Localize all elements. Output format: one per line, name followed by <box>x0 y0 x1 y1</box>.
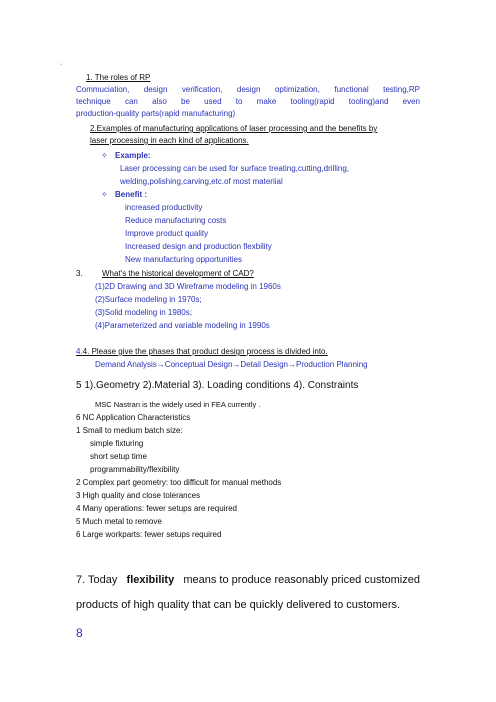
section-5-line: 5 1).Geometry 2).Material 3). Loading conditions 4). Constraints <box>76 380 359 391</box>
section-6-title: 6 NC Application Characteristics <box>76 413 191 422</box>
section-5-note: MSC Nastran is the widely used in FEA currently . <box>95 400 261 409</box>
benefit-item: Increased design and production flexbility <box>125 242 272 251</box>
cad-history-item: (4)Parameterized and variable modeling in 1990s <box>95 321 270 330</box>
nc-subitem: simple fixturing <box>90 439 144 448</box>
nc-item: 2 Complex part geometry: too difficult for manual methods <box>76 478 282 487</box>
diamond-outline-icon: ✧ <box>101 190 108 199</box>
section-2-title-line-1: 2.Examples of manufacturing applications of laser processing and the benefits by <box>90 124 378 133</box>
benefit-item: New manufacturing opportunities <box>125 255 242 264</box>
diamond-outline-icon: ✧ <box>101 151 108 160</box>
section-1-body-line-2: technique can also be used to make tooling(rapid tooling)and even <box>76 97 420 106</box>
section-4-number: 4. <box>76 347 83 356</box>
stray-dot: · <box>60 61 63 68</box>
benefit-bullet <box>101 190 147 200</box>
design-phases: Demand Analysis→Conceptual Design→Detail Design→Production Planning <box>95 360 368 369</box>
section-2-title-line-2: laser processing in each kind of applications. <box>90 136 249 145</box>
section-3-number: 3. <box>76 269 83 278</box>
nc-item: 6 Large workparts: fewer setups required <box>76 530 222 539</box>
section-7-prefix: 7. Today <box>76 574 118 586</box>
cad-history-item: (2)Surface modeling in 1970s; <box>95 295 202 304</box>
cad-history-item: (1)2D Drawing and 3D Wireframe modeling in 1960s <box>95 282 281 291</box>
nc-item: 4 Many operations: fewer setups are required <box>76 504 237 513</box>
benefit-item: increased productivity <box>125 203 203 212</box>
section-8-number: 8 <box>76 626 83 640</box>
section-7-line-1 <box>76 573 420 587</box>
example-line-2: welding,polishing,carving,etc.of most materiial <box>120 177 283 186</box>
section-7-line-2: products of high quality that can be quickly delivered to customers. <box>76 599 401 611</box>
example-label: Example: <box>115 151 151 160</box>
nc-item: 5 Much metal to remove <box>76 517 162 526</box>
section-4-title <box>76 347 328 357</box>
benefit-item: Reduce manufacturing costs <box>125 216 227 225</box>
section-1-body-line-3: production-quality parts(rapid manufacturing) <box>76 109 236 118</box>
section-4-question: 4. Please give the phases that product design process is divided into. <box>82 347 328 356</box>
section-7-rest: means to produce reasonably priced customized <box>183 574 420 586</box>
nc-subitem: short setup time <box>90 452 147 461</box>
section-3-title: What's the historical development of CAD? <box>102 269 254 278</box>
nc-item: 3 High quality and close tolerances <box>76 491 201 500</box>
flexibility-term: flexibility <box>126 574 175 586</box>
section-1-body-line-1: Commuciation, design verification, design optimization, functional testing,RP <box>76 85 420 94</box>
example-line-1: Laser processing can be used for surface treating,cutting,drilling, <box>120 164 350 173</box>
benefit-item: Improve product quality <box>125 229 209 238</box>
benefit-label: Benefit : <box>115 190 147 199</box>
nc-subitem: programmability/flexibility <box>90 465 180 474</box>
section-1-title: 1. The roles of RP <box>86 73 151 82</box>
nc-item: 1 Small to medium batch size: <box>76 426 183 435</box>
cad-history-item: (3)Solid modeling in 1980s; <box>95 308 192 317</box>
example-bullet <box>101 151 151 161</box>
